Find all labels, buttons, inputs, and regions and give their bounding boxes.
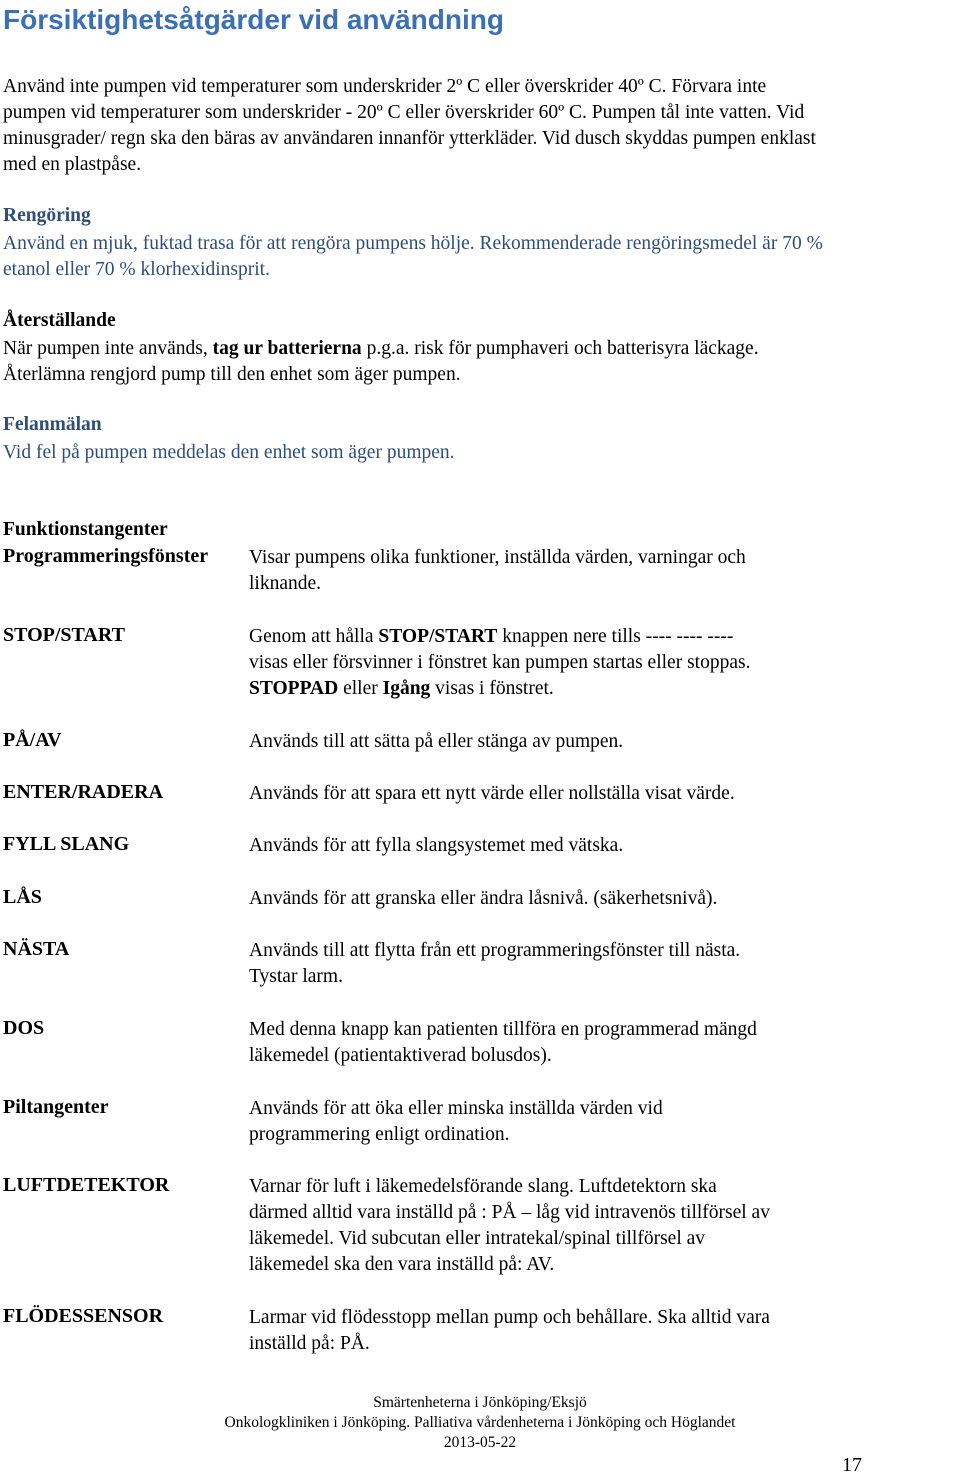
key-fyll-slang: FYLL SLANG xyxy=(3,833,130,855)
desc-stop-start-1-pre: Genom att hålla xyxy=(249,626,379,647)
desc-luftdetektor-4: läkemedel ska den vara inställd på: AV. xyxy=(249,1254,555,1275)
key-enter-radera: ENTER/RADERA xyxy=(3,781,164,803)
report-line: Vid fel på pumpen meddelas den enhet som äger pumpen. xyxy=(3,442,455,463)
cleaning-line-1: Använd en mjuk, fuktad trasa för att rengöra pumpens hölje. Rekommenderade rengöringsmedel är 70 % xyxy=(3,233,823,254)
intro-line-3: minusgrader/ regn ska den bäras av användaren innanför ytterkläder. Vid dusch skyddas pumpen enklast xyxy=(3,128,816,149)
restore-line-1-pre: När pumpen inte används, xyxy=(3,338,213,359)
desc-stop-start-3-mid: eller xyxy=(338,678,383,699)
cleaning-line-2: etanol eller 70 % klorhexidinsprit. xyxy=(3,259,270,280)
desc-stop-start-3 xyxy=(249,676,554,703)
desc-piltangenter-2: programmering enligt ordination. xyxy=(249,1124,510,1145)
desc-flodessensor-1: Larmar vid flödesstopp mellan pump och behållare. Ska alltid vara xyxy=(249,1307,770,1328)
desc-stop-start-2: visas eller försvinner i fönstret kan pumpen startas eller stoppas. xyxy=(249,652,751,673)
desc-enter-radera: Används för att spara ett nytt värde eller nollställa visat värde. xyxy=(249,783,735,804)
desc-luftdetektor-3: läkemedel. Vid subcutan eller intratekal/spinal tillförsel av xyxy=(249,1228,706,1249)
desc-programmeringsfonster-1: Visar pumpens olika funktioner, inställda värden, varningar och xyxy=(249,547,746,568)
page-number: 17 xyxy=(842,1454,862,1476)
key-stop-start: STOP/START xyxy=(3,624,125,646)
desc-stop-start-1-bold: STOP/START xyxy=(378,626,498,647)
footer-date: 2013-05-22 xyxy=(443,1434,517,1451)
desc-fyll-slang: Används för att fylla slangsystemet med vätska. xyxy=(249,835,624,856)
key-dos: DOS xyxy=(3,1017,45,1039)
key-luftdetektor: LUFTDETEKTOR xyxy=(3,1174,170,1196)
restore-heading: Återställande xyxy=(3,310,116,331)
desc-stop-start-1 xyxy=(249,624,733,651)
restore-line-1 xyxy=(3,336,759,362)
desc-dos-2: läkemedel (patientaktiverad bolusdos). xyxy=(249,1045,552,1066)
footer-line-1: Smärtenheterna i Jönköping/Eksjö xyxy=(373,1394,587,1411)
key-las: LÅS xyxy=(3,886,42,908)
desc-pa-av: Används till att sätta på eller stänga av pumpen. xyxy=(249,731,624,752)
desc-stop-start-1-post: knappen nere tills ---- ---- ---- xyxy=(497,626,734,647)
intro-line-4: med en plastpåse. xyxy=(3,154,142,175)
intro-line-1: Använd inte pumpen vid temperaturer som underskrider 2º C eller överskrider 40º C. Förvara inte xyxy=(3,76,767,97)
desc-luftdetektor-2: därmed alltid vara inställd på : PÅ – låg vid intravenös tillförsel av xyxy=(249,1202,770,1223)
key-nasta: NÄSTA xyxy=(3,938,70,960)
report-heading: Felanmälan xyxy=(3,414,102,435)
cleaning-heading: Rengöring xyxy=(3,205,91,226)
key-piltangenter: Piltangenter xyxy=(3,1096,109,1118)
page-title: Försiktighetsåtgärder vid användning xyxy=(3,4,504,35)
desc-las: Används för att granska eller ändra låsnivå. (säkerhetsnivå). xyxy=(249,888,718,909)
desc-flodessensor-2: inställd på: PÅ. xyxy=(249,1333,370,1354)
key-programmeringsfonster: Programmeringsfönster xyxy=(3,545,209,567)
intro-line-2: pumpen vid temperaturer som underskrider - 20º C eller överskrider 60º C. Pumpen tål inte vatten. Vid xyxy=(3,102,805,123)
key-pa-av: PÅ/AV xyxy=(3,729,62,751)
desc-stop-start-3-bold1: STOPPAD xyxy=(249,678,339,699)
desc-nasta-1: Används till att flytta från ett programmeringsfönster till nästa. xyxy=(249,940,741,961)
restore-line-1-post: p.g.a. risk för pumphaveri och batterisyra läckage. xyxy=(361,338,759,359)
restore-line-1-bold: tag ur batterierna xyxy=(212,338,362,359)
desc-nasta-2: Tystar larm. xyxy=(249,966,343,987)
desc-piltangenter-1: Används för att öka eller minska inställda värden vid xyxy=(249,1098,663,1119)
desc-stop-start-3-bold2: Igång xyxy=(382,678,431,699)
desc-programmeringsfonster-2: liknande. xyxy=(249,573,322,594)
restore-line-2: Återlämna rengjord pump till den enhet som äger pumpen. xyxy=(3,364,461,385)
footer-line-2: Onkologkliniken i Jönköping. Palliativa vårdenheterna i Jönköping och Höglandet xyxy=(224,1414,736,1431)
key-flodessensor: FLÖDESSENSOR xyxy=(3,1305,164,1327)
functions-heading: Funktionstangenter xyxy=(3,519,168,540)
desc-luftdetektor-1: Varnar för luft i läkemedelsförande slang. Luftdetektorn ska xyxy=(249,1176,717,1197)
desc-dos-1: Med denna knapp kan patienten tillföra en programmerad mängd xyxy=(249,1019,757,1040)
desc-stop-start-3-post: visas i fönstret. xyxy=(430,678,554,699)
